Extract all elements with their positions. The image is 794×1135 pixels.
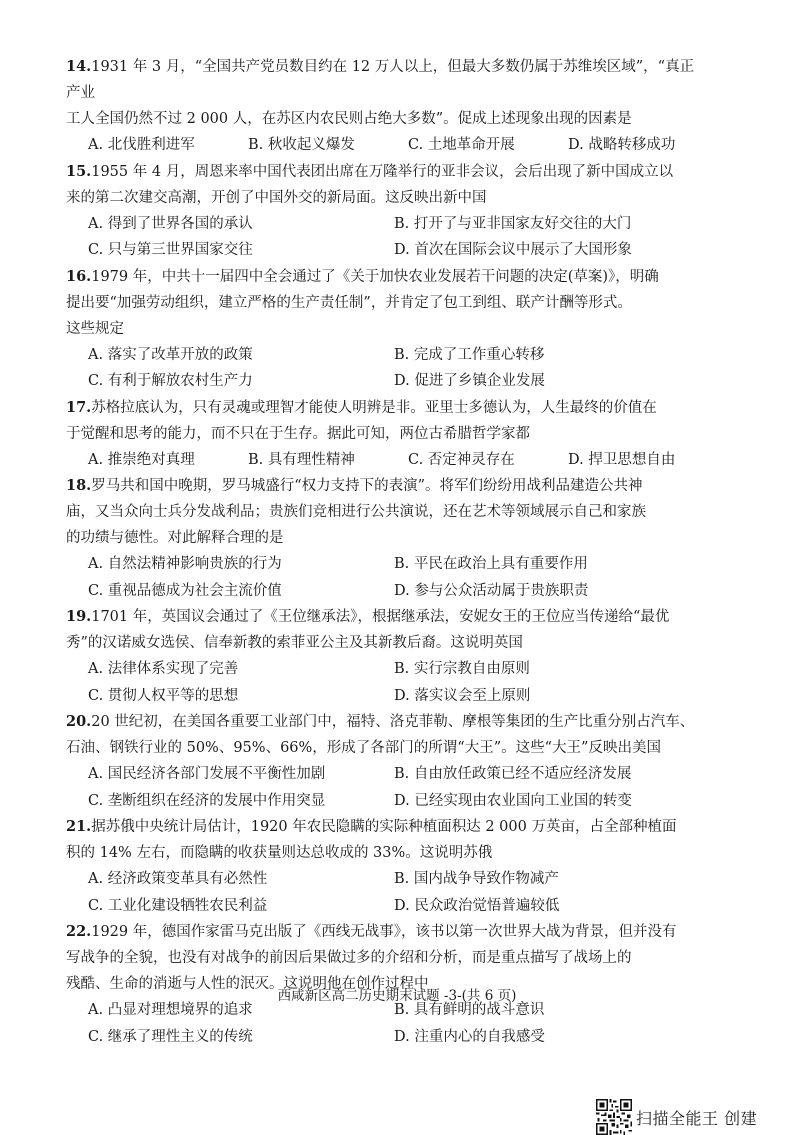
answer-option-a: A. 推崇绝对真理	[88, 451, 195, 468]
answer-option-c: C. 贯彻人权平等的思想	[88, 687, 239, 704]
option-row	[66, 237, 706, 264]
answer-option-d: D. 参与公众活动属于贵族职责	[394, 582, 589, 599]
question-list	[66, 54, 706, 1050]
question-text: 1979 年，中共十一届四中全会通过了《关于加快农业发展若干问题的决定(草案)》，明确	[91, 268, 659, 285]
question-number: 18.	[66, 477, 92, 494]
question-text: 积的 14% 左右，而隐瞒的收获量则达总收成的 33%。这说明苏俄	[66, 845, 493, 861]
answer-option-a: A. 法律体系实现了完善	[88, 661, 239, 677]
question-17	[66, 395, 706, 474]
question-text: 1955 年 4 月，周恩来率中国代表团出席在万隆举行的亚非会议，会后出现了新中国成立以	[91, 163, 674, 180]
qr-code-icon	[596, 1099, 632, 1135]
option-row	[66, 893, 706, 920]
option-row	[66, 447, 706, 474]
question-text: 1929 年，德国作家雷马克出版了《西线无战事》，该书以第一次世界大战为背景，但并没有	[91, 924, 677, 940]
answer-option-a: A. 凸显对理想境界的追求	[88, 1002, 253, 1018]
answer-option-b: B. 具有理性精神	[248, 451, 355, 468]
answer-option-d: D. 已经实现由农业国向工业国的转变	[394, 792, 632, 809]
answer-option-d: D. 战略转移成功	[568, 137, 676, 153]
question-text: 工人全国仍然不过 2 000 人，在苏区内农民则占绝大多数”。促成上述现象出现的因素是	[66, 111, 632, 127]
question-stem-line	[66, 499, 706, 525]
option-row	[66, 683, 706, 710]
answer-option-c: C. 有利于解放农村生产力	[88, 373, 253, 389]
question-stem-line	[66, 159, 706, 185]
question-15	[66, 159, 706, 264]
question-text: 庙，又当众向士兵分发战利品；贵族们竞相进行公共演说，还在艺术等领域展示自己和家族	[66, 504, 646, 520]
answer-option-a: A. 得到了世界各国的承认	[88, 215, 253, 232]
answer-option-c: C. 否定神灵存在	[408, 451, 515, 468]
question-text: 写战争的全貌，也没有对战争的前因后果做过多的介绍和分析，而是重点描写了战场上的	[66, 950, 632, 966]
question-20	[66, 709, 706, 814]
answer-option-c: C. 重视品德成为社会主流价值	[88, 582, 282, 599]
question-text: 于觉醒和思考的能力，而不只在于生存。据此可知，两位古希腊哲学家都	[66, 425, 530, 442]
option-row	[66, 211, 706, 238]
answer-option-c: C. 继承了理性主义的传统	[88, 1028, 253, 1045]
answer-option-a: A. 国民经济各部门发展不平衡性加剧	[88, 766, 326, 782]
question-stem-line	[66, 735, 706, 761]
question-stem-line	[66, 421, 706, 447]
answer-option-a: A. 北伐胜利进军	[88, 137, 195, 153]
question-stem-line	[66, 54, 706, 106]
answer-option-a: A. 落实了改革开放的政策	[88, 346, 253, 363]
question-text: 这些规定	[66, 320, 124, 337]
question-text: 残酷、生命的消逝与人性的泯灭。这说明他在创作过程中	[66, 976, 429, 992]
question-number: 15.	[66, 162, 92, 180]
question-stem-line	[66, 919, 706, 945]
answer-option-d: D. 促进了乡镇企业发展	[394, 373, 545, 389]
question-number: 17.	[66, 398, 92, 416]
option-row	[66, 342, 706, 369]
answer-option-c: C. 工业化建设牺牲农民利益	[88, 897, 268, 914]
question-number: 20.	[66, 713, 92, 730]
answer-option-b: B. 平民在政治上具有重要作用	[394, 556, 588, 572]
option-row	[66, 761, 706, 788]
question-text: 提出要“加强劳动组织，建立严格的生产责任制”，并肯定了包工到组、联产计酬等形式。	[66, 294, 632, 311]
answer-option-c: C. 垄断组织在经济的发展中作用突显	[88, 792, 326, 809]
question-number: 14.	[66, 58, 92, 75]
question-21	[66, 814, 706, 919]
question-19	[66, 604, 706, 709]
question-stem-line	[66, 525, 706, 551]
question-stem-line	[66, 630, 706, 656]
option-row	[66, 788, 706, 815]
option-row	[66, 132, 706, 159]
question-stem-line	[66, 473, 706, 499]
question-text: 1701 年，英国议会通过了《王位继承法》，根据继承法，安妮女王的王位应当传递给“最优	[91, 609, 670, 625]
page-footer: 西咸新区高二历史期末试题 -3-(共 6 页)	[277, 988, 517, 1004]
watermark-text: 扫描全能王 创建	[636, 1108, 758, 1128]
question-text: 石油、钢铁行业的 50%、95%、66%，形成了各部门的所谓“大王”。这些“大王”反映出美国	[66, 740, 661, 756]
option-row	[66, 578, 706, 605]
question-stem-line	[66, 840, 706, 866]
question-number: 22.	[66, 923, 92, 940]
answer-option-d: D. 落实议会至上原则	[394, 687, 531, 704]
option-row	[66, 866, 706, 893]
answer-option-b: B. 自由放任政策已经不适应经济发展	[394, 766, 632, 782]
answer-option-d: D. 捍卫思想自由	[568, 451, 676, 468]
answer-option-b: B. 打开了与亚非国家友好交往的大门	[394, 215, 632, 232]
question-14	[66, 54, 706, 159]
question-text: 苏格拉底认为，只有灵魂或理智才能使人明辨是非。亚里士多德认为，人生最终的价值在	[91, 399, 657, 416]
answer-option-c: C. 土地革命开展	[408, 137, 515, 153]
answer-option-b: B. 秋收起义爆发	[248, 137, 355, 153]
answer-option-b: B. 具有鲜明的战斗意识	[394, 1002, 545, 1018]
question-text: 20 世纪初，在美国各重要工业部门中，福特、洛克菲勒、摩根等集团的生产比重分别占汽车、	[91, 714, 695, 730]
question-number: 16.	[66, 267, 92, 285]
answer-option-b: B. 实行宗教自由原则	[394, 661, 530, 677]
question-text: 据苏俄中央统计局估计，1920 年农民隐瞒的实际种植面积达 2 000 万英亩，占全部种植面	[91, 819, 677, 835]
question-18	[66, 473, 706, 604]
question-stem-line	[66, 316, 706, 342]
question-stem-line	[66, 395, 706, 421]
answer-option-b: B. 完成了工作重心转移	[394, 346, 545, 363]
question-text: 的功绩与德性。对此解释合理的是	[66, 530, 284, 546]
answer-option-c: C. 只与第三世界国家交往	[88, 242, 253, 258]
question-stem-line	[66, 106, 706, 132]
question-stem-line	[66, 945, 706, 971]
answer-option-a: A. 自然法精神影响贵族的行为	[88, 556, 282, 572]
question-text: 1931 年 3 月，“全国共产党员数目约在 12 万人以上，但最大多数仍属于苏维埃区域”，“真正产业	[66, 59, 695, 101]
option-row	[66, 368, 706, 395]
question-stem-line	[66, 604, 706, 630]
option-row	[66, 551, 706, 578]
question-text: 来的第二次建交高潮，开创了中国外交的新局面。这反映出新中国	[66, 189, 487, 206]
question-stem-line	[66, 709, 706, 735]
question-number: 21.	[66, 818, 92, 835]
question-stem-line	[66, 264, 706, 290]
question-text: 罗马共和国中晚期，罗马城盛行“权力支持下的表演”。将军们纷纷用战利品建造公共神	[91, 478, 643, 494]
option-row	[66, 656, 706, 683]
question-stem-line	[66, 290, 706, 316]
question-number: 19.	[66, 608, 92, 625]
option-row	[66, 1024, 706, 1051]
question-stem-line	[66, 185, 706, 211]
question-16	[66, 264, 706, 395]
answer-option-b: B. 国内战争导致作物减产	[394, 871, 559, 887]
answer-option-d: D. 民众政治觉悟普遍较低	[394, 897, 560, 914]
answer-option-a: A. 经济政策变革具有必然性	[88, 871, 268, 887]
answer-option-d: D. 注重内心的自我感受	[394, 1028, 545, 1045]
question-text: 秀”的汉诺威女选侯、信奉新教的索菲亚公主及其新教后裔。这说明英国	[66, 635, 523, 651]
question-stem-line	[66, 814, 706, 840]
answer-option-d: D. 首次在国际会议中展示了大国形象	[394, 242, 632, 258]
scanner-watermark	[596, 1099, 757, 1135]
